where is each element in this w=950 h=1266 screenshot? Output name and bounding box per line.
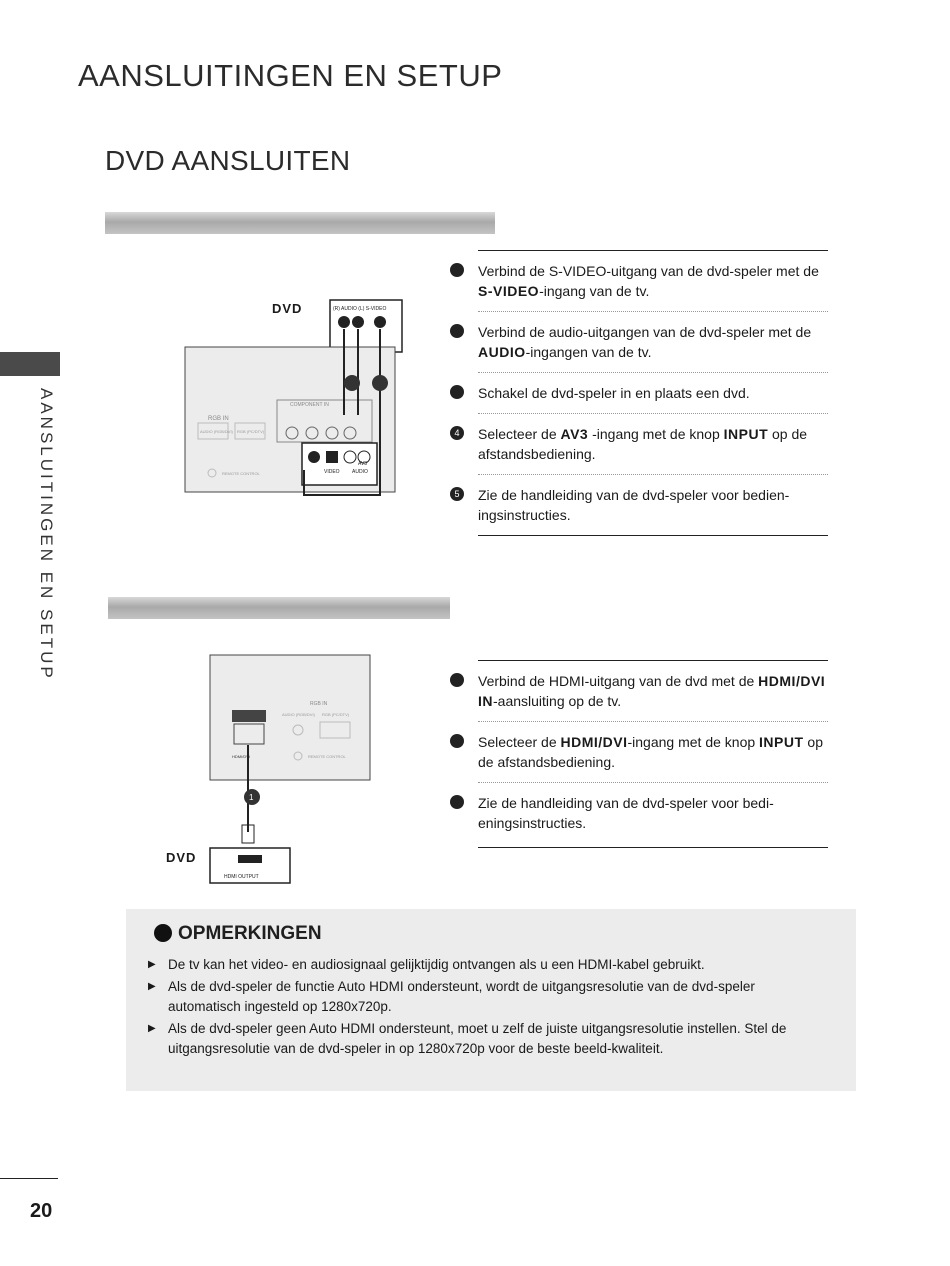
diagram-hdmi-connection [160,650,380,890]
diagram-svideo-connection [180,295,420,515]
step-bullet [450,734,464,748]
step-bullet [450,324,464,338]
svg-text:VIDEO: VIDEO [324,469,340,475]
dvd-port-labels: (R) AUDIO (L) S-VIDEO [333,306,387,312]
svg-text:REMOTE CONTROL: REMOTE CONTROL [308,754,346,759]
svg-text:HDMI/DVI: HDMI/DVI [232,754,250,759]
svg-text:AUDIO: AUDIO [352,469,368,475]
note-item: ▶ Als de dvd-speler de functie Auto HDMI ondersteunt, wordt de uitgangsresolutie van de dvd-speler automatisch ingesteld op 1280x720p. [148,977,828,1017]
step-item: Schakel de dvd-speler in en plaats een dvd. [478,373,828,414]
step-item: 4 Selecteer de AV3 -ingang met de knop INPUT op de afstandsbediening. [478,414,828,475]
notes-list [148,955,828,1061]
section-title: DVD AANSLUITEN [105,145,351,176]
svg-text:1: 1 [249,793,254,802]
step-item: Zie de handleiding van de dvd-speler voor bedi-eningsinstructies. [478,783,828,843]
svg-text:AUDIO (RGB/DVI): AUDIO (RGB/DVI) [282,712,315,717]
step-item: Selecteer de HDMI/DVI-ingang met de knop INPUT op de afstandsbediening. [478,722,828,783]
step-item: Verbind de S-VIDEO-uitgang van de dvd-speler met de S-VIDEO-ingang van de tv. [478,251,828,312]
step-item: Verbind de HDMI-uitgang van de dvd met de HDMI/DVI IN-aansluiting op de tv. [478,661,828,722]
notes-heading: OPMERKINGEN [154,923,322,945]
note-item: ▶ Als de dvd-speler geen Auto HDMI ondersteunt, moet u zelf de juiste uitgangsresolutie instellen. Stel de uitgangsresolutie van de dvd-speler in op 1280x720p voor de beste beeld-kwaliteit. [148,1019,828,1059]
steps-hdmi [478,660,828,848]
svg-text:RGB IN: RGB IN [208,416,229,422]
side-tab-marker [0,352,60,376]
step-bullet [450,263,464,277]
svg-text:RGB (PC/DTV): RGB (PC/DTV) [322,712,350,717]
note-item: ▶ De tv kan het video- en audiosignaal gelijktijdig ontvangen als u een HDMI-kabel gebruikt. [148,955,828,975]
step-bullet [450,385,464,399]
svg-text:AV3: AV3 [358,461,368,467]
step-item: Verbind de audio-uitgangen van de dvd-speler met de AUDIO-ingangen van de tv. [478,312,828,373]
svg-text:RGB IN: RGB IN [310,701,328,707]
page-number-rule [0,1178,58,1179]
section-bar-hdmi [108,597,450,619]
step-bullet [450,795,464,809]
notes-bullet-icon [154,924,172,942]
svg-text:AUDIO (RGB/DVI): AUDIO (RGB/DVI) [200,429,233,434]
svg-text:HDMI OUTPUT: HDMI OUTPUT [224,874,259,880]
step-item: 5 Zie de handleiding van de dvd-speler voor bedien-ingsinstructies. [478,475,828,535]
page-title: AANSLUITINGEN EN SETUP [78,58,503,93]
section-bar-svideo [105,212,495,234]
notes-box [126,909,856,1091]
dvd-label: DVD [272,301,303,316]
svg-text:RGB (PC/DTV): RGB (PC/DTV) [237,429,265,434]
side-tab-label: AANSLUITINGEN EN SETUP [37,388,56,681]
step-bullet-numbered: 5 [450,487,464,501]
svg-text:REMOTE CONTROL: REMOTE CONTROL [222,471,260,476]
svg-text:COMPONENT IN: COMPONENT IN [290,402,329,408]
step-bullet [450,673,464,687]
page-number: 20 [30,1200,53,1222]
dvd-label: DVD [166,850,197,865]
steps-svideo [454,250,828,536]
step-bullet-numbered: 4 [450,426,464,440]
